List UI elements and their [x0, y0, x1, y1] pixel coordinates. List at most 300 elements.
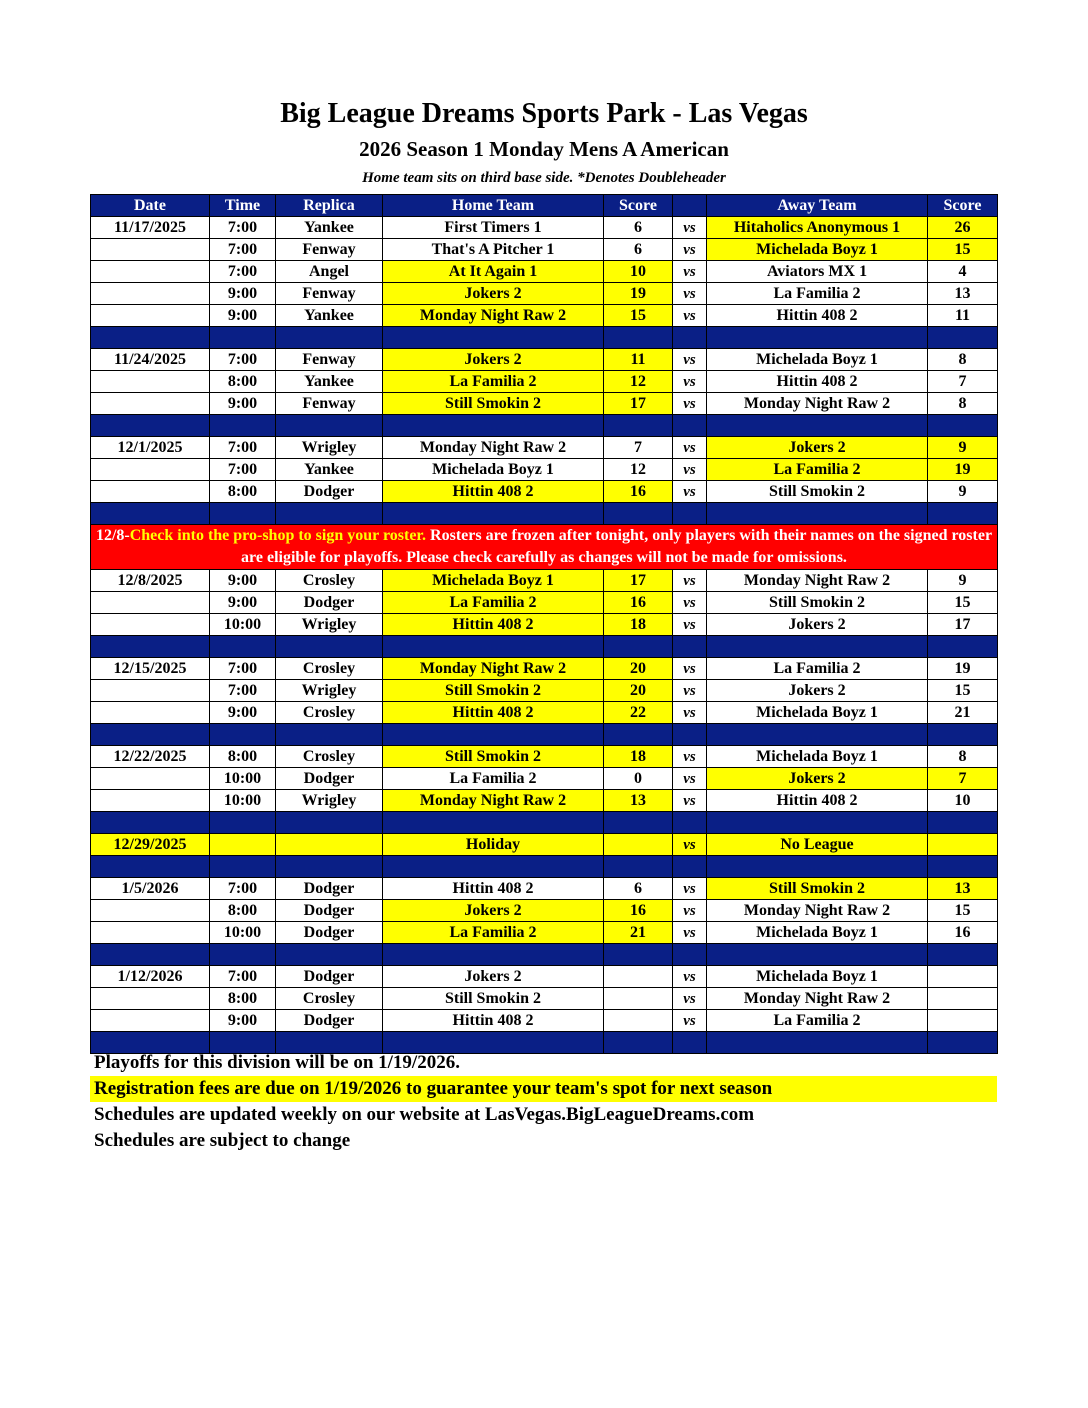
- game-date: 12/29/2025: [91, 834, 210, 856]
- separator-cell: [928, 327, 998, 349]
- game-time: [210, 834, 276, 856]
- away-score: 7: [928, 371, 998, 393]
- game-date: 12/1/2025: [91, 437, 210, 459]
- home-score: 6: [604, 239, 673, 261]
- separator-cell: [673, 812, 707, 834]
- home-score: 10: [604, 261, 673, 283]
- home-score: 22: [604, 702, 673, 724]
- home-score: 6: [604, 217, 673, 239]
- home-team-note: Home team sits on third base side. *Denotes Doubleheader: [362, 170, 726, 186]
- game-row: [91, 239, 998, 261]
- game-date: 1/5/2026: [91, 878, 210, 900]
- separator-cell: [91, 724, 210, 746]
- game-row: [91, 481, 998, 503]
- separator-cell: [276, 812, 383, 834]
- home-score: 17: [604, 570, 673, 592]
- home-team: Still Smokin 2: [383, 988, 604, 1010]
- home-team: Monday Night Raw 2: [383, 658, 604, 680]
- game-time: 9:00: [210, 393, 276, 415]
- col-home-team: Home Team: [383, 195, 604, 217]
- away-score: 17: [928, 614, 998, 636]
- home-score: 12: [604, 459, 673, 481]
- away-team: No League: [707, 834, 928, 856]
- game-date: 11/17/2025: [91, 217, 210, 239]
- separator-cell: [276, 856, 383, 878]
- game-row: [91, 702, 998, 724]
- separator-cell: [604, 856, 673, 878]
- home-score: 16: [604, 900, 673, 922]
- separator-cell: [383, 812, 604, 834]
- game-date: [91, 614, 210, 636]
- home-score: 0: [604, 768, 673, 790]
- notice-highlight: Check into the pro-shop to sign your roster.: [129, 527, 427, 544]
- separator-cell: [673, 856, 707, 878]
- game-row: [91, 614, 998, 636]
- away-team: Still Smokin 2: [707, 592, 928, 614]
- game-date: 1/12/2026: [91, 966, 210, 988]
- separator-cell: [383, 636, 604, 658]
- game-replica: Fenway: [276, 239, 383, 261]
- vs-label: vs: [673, 680, 707, 702]
- notice-text: Rosters are frozen after tonight, only players with their names on the signed roster are eligible for playoffs. Please check carefully as changes will not be made for omissions.: [241, 527, 993, 566]
- vs-label: vs: [673, 481, 707, 503]
- away-team: Jokers 2: [707, 437, 928, 459]
- away-score: 19: [928, 658, 998, 680]
- home-score: 16: [604, 481, 673, 503]
- separator-cell: [604, 812, 673, 834]
- away-score: [928, 966, 998, 988]
- separator-cell: [928, 724, 998, 746]
- home-team: Hittin 408 2: [383, 481, 604, 503]
- away-score: 15: [928, 900, 998, 922]
- game-row: [91, 305, 998, 327]
- vs-label: vs: [673, 702, 707, 724]
- away-team: La Familia 2: [707, 658, 928, 680]
- separator-cell: [604, 503, 673, 525]
- away-score: 8: [928, 746, 998, 768]
- game-date: [91, 592, 210, 614]
- game-row: [91, 592, 998, 614]
- home-team: Hittin 408 2: [383, 878, 604, 900]
- home-score: [604, 966, 673, 988]
- separator-cell: [91, 636, 210, 658]
- week-separator-row: [91, 327, 998, 349]
- vs-label: vs: [673, 768, 707, 790]
- col-away-team: Away Team: [707, 195, 928, 217]
- away-team: La Familia 2: [707, 1010, 928, 1032]
- separator-cell: [276, 503, 383, 525]
- separator-cell: [276, 636, 383, 658]
- game-replica: Crosley: [276, 746, 383, 768]
- away-team: Aviators MX 1: [707, 261, 928, 283]
- separator-cell: [604, 944, 673, 966]
- game-replica: Dodger: [276, 592, 383, 614]
- game-time: 9:00: [210, 283, 276, 305]
- separator-cell: [210, 415, 276, 437]
- away-team: La Familia 2: [707, 459, 928, 481]
- away-team: Michelada Boyz 1: [707, 702, 928, 724]
- home-team: Still Smokin 2: [383, 746, 604, 768]
- separator-cell: [383, 327, 604, 349]
- vs-label: vs: [673, 746, 707, 768]
- separator-cell: [928, 856, 998, 878]
- game-date: [91, 393, 210, 415]
- game-replica: Yankee: [276, 371, 383, 393]
- separator-cell: [604, 415, 673, 437]
- game-row: [91, 261, 998, 283]
- game-time: 7:00: [210, 459, 276, 481]
- game-row: [91, 988, 998, 1010]
- vs-label: vs: [673, 834, 707, 856]
- game-time: 8:00: [210, 746, 276, 768]
- game-row: [91, 680, 998, 702]
- page-subtitle: 2026 Season 1 Monday Mens A American: [359, 137, 729, 161]
- game-replica: Crosley: [276, 570, 383, 592]
- away-score: 9: [928, 481, 998, 503]
- game-date: [91, 459, 210, 481]
- away-team: Michelada Boyz 1: [707, 922, 928, 944]
- separator-cell: [91, 415, 210, 437]
- week-separator-row: [91, 503, 998, 525]
- away-team: Hittin 408 2: [707, 790, 928, 812]
- game-row: [91, 900, 998, 922]
- game-row: [91, 570, 998, 592]
- home-team: That's A Pitcher 1: [383, 239, 604, 261]
- game-row: [91, 966, 998, 988]
- separator-cell: [383, 856, 604, 878]
- game-date: [91, 283, 210, 305]
- game-date: [91, 305, 210, 327]
- vs-label: vs: [673, 261, 707, 283]
- away-score: 8: [928, 349, 998, 371]
- away-score: 13: [928, 878, 998, 900]
- home-team: La Familia 2: [383, 768, 604, 790]
- away-team: Still Smokin 2: [707, 878, 928, 900]
- game-replica: Dodger: [276, 481, 383, 503]
- separator-cell: [210, 856, 276, 878]
- home-team: Still Smokin 2: [383, 393, 604, 415]
- week-separator-row: [91, 812, 998, 834]
- home-team: Hittin 408 2: [383, 702, 604, 724]
- game-replica: Yankee: [276, 217, 383, 239]
- home-team: Hittin 408 2: [383, 614, 604, 636]
- home-score: 13: [604, 790, 673, 812]
- vs-label: vs: [673, 570, 707, 592]
- separator-cell: [210, 812, 276, 834]
- game-date: [91, 371, 210, 393]
- vs-label: vs: [673, 371, 707, 393]
- home-score: 21: [604, 922, 673, 944]
- game-date: [91, 922, 210, 944]
- home-score: 18: [604, 614, 673, 636]
- vs-label: vs: [673, 459, 707, 481]
- col-replica: Replica: [276, 195, 383, 217]
- home-team: Jokers 2: [383, 283, 604, 305]
- game-date: 12/8/2025: [91, 570, 210, 592]
- home-score: 20: [604, 680, 673, 702]
- separator-cell: [707, 327, 928, 349]
- home-score: 15: [604, 305, 673, 327]
- col-vs: [673, 195, 707, 217]
- away-team: Jokers 2: [707, 768, 928, 790]
- home-score: 20: [604, 658, 673, 680]
- home-score: 7: [604, 437, 673, 459]
- website-note: Schedules are updated weekly on our website at LasVegas.BigLeagueDreams.com: [94, 1104, 755, 1125]
- separator-cell: [928, 636, 998, 658]
- away-team: Hitaholics Anonymous 1: [707, 217, 928, 239]
- game-replica: Fenway: [276, 393, 383, 415]
- home-team: Monday Night Raw 2: [383, 790, 604, 812]
- game-date: [91, 261, 210, 283]
- game-replica: Dodger: [276, 966, 383, 988]
- col-away-score: Score: [928, 195, 998, 217]
- game-time: 10:00: [210, 790, 276, 812]
- home-score: [604, 988, 673, 1010]
- game-time: 7:00: [210, 217, 276, 239]
- game-row: [91, 437, 998, 459]
- separator-cell: [91, 944, 210, 966]
- registration-note: Registration fees are due on 1/19/2026 to guarantee your team's spot for next season: [90, 1076, 997, 1102]
- away-score: [928, 834, 998, 856]
- playoffs-note: Playoffs for this division will be on 1/19/2026.: [94, 1052, 460, 1073]
- game-row: [91, 217, 998, 239]
- separator-cell: [673, 724, 707, 746]
- game-replica: Wrigley: [276, 790, 383, 812]
- away-score: 7: [928, 768, 998, 790]
- separator-cell: [707, 415, 928, 437]
- game-time: 8:00: [210, 481, 276, 503]
- home-team: Michelada Boyz 1: [383, 459, 604, 481]
- week-separator-row: [91, 856, 998, 878]
- separator-cell: [604, 724, 673, 746]
- away-score: 15: [928, 592, 998, 614]
- home-score: 6: [604, 878, 673, 900]
- away-team: Monday Night Raw 2: [707, 393, 928, 415]
- separator-cell: [91, 812, 210, 834]
- week-separator-row: [91, 944, 998, 966]
- game-date: [91, 1010, 210, 1032]
- game-row: [91, 768, 998, 790]
- away-score: 15: [928, 239, 998, 261]
- game-time: 7:00: [210, 878, 276, 900]
- away-team: Hittin 408 2: [707, 305, 928, 327]
- separator-cell: [91, 327, 210, 349]
- separator-cell: [604, 327, 673, 349]
- away-score: 16: [928, 922, 998, 944]
- game-row: [91, 878, 998, 900]
- game-replica: Angel: [276, 261, 383, 283]
- home-score: 19: [604, 283, 673, 305]
- away-team: Monday Night Raw 2: [707, 900, 928, 922]
- game-replica: Wrigley: [276, 614, 383, 636]
- home-score: 18: [604, 746, 673, 768]
- away-score: 19: [928, 459, 998, 481]
- home-team: First Timers 1: [383, 217, 604, 239]
- away-team: Still Smokin 2: [707, 481, 928, 503]
- away-team: Hittin 408 2: [707, 371, 928, 393]
- separator-cell: [276, 944, 383, 966]
- game-time: 7:00: [210, 349, 276, 371]
- game-replica: Fenway: [276, 349, 383, 371]
- game-row: [91, 349, 998, 371]
- vs-label: vs: [673, 393, 707, 415]
- game-time: 8:00: [210, 371, 276, 393]
- game-replica: Wrigley: [276, 437, 383, 459]
- separator-cell: [928, 503, 998, 525]
- game-replica: Dodger: [276, 878, 383, 900]
- header-row: [91, 195, 998, 217]
- away-score: 9: [928, 570, 998, 592]
- away-score: 10: [928, 790, 998, 812]
- game-row: [91, 658, 998, 680]
- separator-cell: [928, 812, 998, 834]
- game-time: 8:00: [210, 988, 276, 1010]
- separator-cell: [928, 415, 998, 437]
- game-replica: Dodger: [276, 900, 383, 922]
- game-time: 9:00: [210, 305, 276, 327]
- separator-cell: [383, 944, 604, 966]
- separator-cell: [928, 944, 998, 966]
- holiday-row: [91, 834, 998, 856]
- away-team: Jokers 2: [707, 614, 928, 636]
- separator-cell: [210, 327, 276, 349]
- away-score: 15: [928, 680, 998, 702]
- vs-label: vs: [673, 614, 707, 636]
- separator-cell: [210, 944, 276, 966]
- home-team: La Familia 2: [383, 371, 604, 393]
- away-team: Michelada Boyz 1: [707, 349, 928, 371]
- game-row: [91, 393, 998, 415]
- game-date: 12/15/2025: [91, 658, 210, 680]
- game-date: [91, 239, 210, 261]
- separator-cell: [383, 415, 604, 437]
- home-team: Jokers 2: [383, 966, 604, 988]
- week-separator-row: [91, 415, 998, 437]
- vs-label: vs: [673, 658, 707, 680]
- vs-label: vs: [673, 1010, 707, 1032]
- vs-label: vs: [673, 900, 707, 922]
- separator-cell: [707, 503, 928, 525]
- game-time: 9:00: [210, 1010, 276, 1032]
- separator-cell: [276, 724, 383, 746]
- game-row: [91, 746, 998, 768]
- game-date: [91, 768, 210, 790]
- game-date: 12/22/2025: [91, 746, 210, 768]
- separator-cell: [673, 636, 707, 658]
- game-row: [91, 1010, 998, 1032]
- away-team: Monday Night Raw 2: [707, 988, 928, 1010]
- roster-notice-row: [91, 525, 998, 570]
- away-score: 4: [928, 261, 998, 283]
- week-separator-row: [91, 636, 998, 658]
- away-team: Michelada Boyz 1: [707, 966, 928, 988]
- separator-cell: [383, 503, 604, 525]
- schedule-body: [91, 217, 998, 1054]
- separator-cell: [604, 636, 673, 658]
- game-time: 9:00: [210, 702, 276, 724]
- vs-label: vs: [673, 283, 707, 305]
- game-date: [91, 702, 210, 724]
- separator-cell: [91, 856, 210, 878]
- away-team: Michelada Boyz 1: [707, 746, 928, 768]
- col-date: Date: [91, 195, 210, 217]
- game-replica: Crosley: [276, 702, 383, 724]
- home-score: [604, 1010, 673, 1032]
- game-date: [91, 900, 210, 922]
- week-separator-row: [91, 724, 998, 746]
- home-team: La Familia 2: [383, 592, 604, 614]
- game-replica: Crosley: [276, 658, 383, 680]
- separator-cell: [673, 503, 707, 525]
- home-score: [604, 834, 673, 856]
- game-time: 10:00: [210, 922, 276, 944]
- home-score: 16: [604, 592, 673, 614]
- separator-cell: [383, 724, 604, 746]
- away-team: Monday Night Raw 2: [707, 570, 928, 592]
- vs-label: vs: [673, 592, 707, 614]
- away-team: La Familia 2: [707, 283, 928, 305]
- vs-label: vs: [673, 437, 707, 459]
- away-score: [928, 1010, 998, 1032]
- home-team: Jokers 2: [383, 900, 604, 922]
- vs-label: vs: [673, 878, 707, 900]
- away-team: Jokers 2: [707, 680, 928, 702]
- away-score: 9: [928, 437, 998, 459]
- game-replica: Yankee: [276, 305, 383, 327]
- game-time: 10:00: [210, 768, 276, 790]
- home-team: Still Smokin 2: [383, 680, 604, 702]
- game-row: [91, 790, 998, 812]
- separator-cell: [210, 724, 276, 746]
- vs-label: vs: [673, 239, 707, 261]
- game-replica: Yankee: [276, 459, 383, 481]
- vs-label: vs: [673, 349, 707, 371]
- game-date: [91, 790, 210, 812]
- home-team: Hittin 408 2: [383, 1010, 604, 1032]
- game-row: [91, 371, 998, 393]
- home-team: Holiday: [383, 834, 604, 856]
- game-date: [91, 481, 210, 503]
- vs-label: vs: [673, 922, 707, 944]
- vs-label: vs: [673, 217, 707, 239]
- away-score: [928, 988, 998, 1010]
- game-time: 7:00: [210, 239, 276, 261]
- separator-cell: [91, 503, 210, 525]
- change-note: Schedules are subject to change: [94, 1130, 351, 1151]
- separator-cell: [276, 415, 383, 437]
- separator-cell: [210, 503, 276, 525]
- col-home-score: Score: [604, 195, 673, 217]
- game-time: 7:00: [210, 966, 276, 988]
- separator-cell: [210, 636, 276, 658]
- home-score: 12: [604, 371, 673, 393]
- home-score: 11: [604, 349, 673, 371]
- separator-cell: [707, 812, 928, 834]
- game-date: [91, 988, 210, 1010]
- game-time: 7:00: [210, 658, 276, 680]
- notice-date: 12/8-: [95, 527, 130, 544]
- vs-label: vs: [673, 790, 707, 812]
- game-time: 9:00: [210, 570, 276, 592]
- away-score: 21: [928, 702, 998, 724]
- vs-label: vs: [673, 988, 707, 1010]
- home-team: Monday Night Raw 2: [383, 437, 604, 459]
- game-time: 7:00: [210, 261, 276, 283]
- roster-notice: [91, 525, 998, 570]
- game-replica: Dodger: [276, 768, 383, 790]
- separator-cell: [707, 856, 928, 878]
- away-score: 11: [928, 305, 998, 327]
